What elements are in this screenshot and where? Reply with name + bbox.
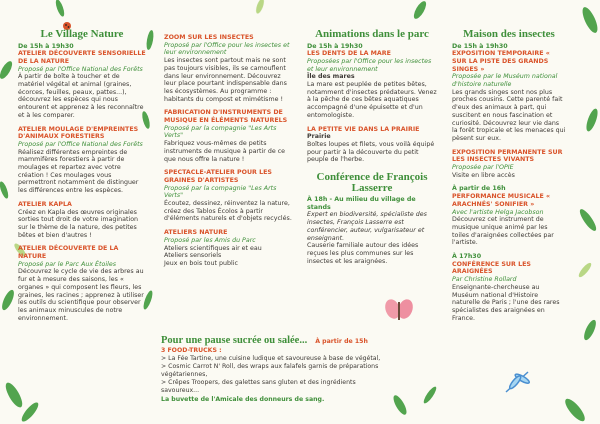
activity-description: Enseignante-chercheuse au Muséum national d'Histoire naturelle de Paris ; l'une des rares spécialistes des araignées en France. [452,283,560,322]
activity-title: LA PETITE VIE DANS LA PRAIRIE [307,125,420,133]
activity-title: SPECTACLE-ATELIER POUR LES GRAINES D'ARTISTES [164,169,272,184]
dragonfly-icon [506,372,530,392]
activity-title: PERFORMANCE MUSICALE « ARACHNÉS' SONIFIER » [452,193,551,208]
activity-title: ATELIER KAPLA [18,200,72,208]
banner-heading: Pour une pause sucrée ou salée... [161,335,308,346]
food-truck-item: > Crêpes Troopers, des galettes sans gluten et des ingrédients savoureux... [161,379,356,394]
activity-place: Île des mares [307,73,355,81]
food-banner [161,335,391,405]
time-label: De 15h à 19h30 [18,42,74,50]
activity-description: Créez en Kapla des œuvres originales sorties tout droit de votre imagination sur le thème de la nature, des petites bêtes et bien d'autres ! [18,208,139,239]
activity-title: EXPOSITION TEMPORAIRE « SUR LA PISTE DES GRANDS SINGES » [452,50,550,73]
activity-title: FABRICATION D'INSTRUMENTS DE MUSIQUE EN ÉLÉMENTS NATURELS [164,109,288,125]
activity-organizer: Par Christine Rollard [452,276,517,284]
activity-title: ATELIER DÉCOUVERTE SENSORIELLE DE LA NATURE [18,50,146,65]
column-village-nature [18,0,146,322]
banner-time: À partir de 15h [315,338,368,345]
butterfly-icon [383,297,416,321]
activity-title: ATELIERS NATURE [164,229,228,237]
activity-title: LES DENTS DE LA MARE [307,50,391,58]
activity-description: Fabriquez vous-mêmes de petits instruments de musique à partir de ce que nous offre la nature ! [164,140,286,163]
activity-description: Découvrez le cycle de vie des arbres au fur et à mesure des saisons, les « organes » qui composent les fleurs, les graines, les racines ; apprenez à utiliser les outils du scientifique pour observer les animaux minuscules de notre environnement. [18,268,144,322]
food-truck-item: > La Fée Tartine, une cuisine ludique et savoureuse à base de végétal, [161,355,381,362]
activity-organizer: Proposé par le Parc Aux Étoiles [18,260,117,268]
activity-organizer: Proposée par le Muséum national d'histoire naturelle [452,73,558,89]
activity-description: À partir de boîte à toucher et de matériel végétal et animal (graines, écorces, feuilles, peaux, pattes...), découvrez les espèces qui nous entourent et apprenez à les reconnaître et à les comparer. [18,73,144,119]
section-heading: Conférence de François Lasserre [316,171,428,194]
speaker-bio: Expert en biodiversité, spécialiste des insectes, François Lasserre est conférencier, auteur, vulgarisateur et enseignant. [307,211,427,242]
food-trucks-title: 3 FOOD-TRUCKS : [161,347,222,354]
column-park-animations [307,0,437,265]
activity-organizer: Proposé par la compagnie "Les Arts Verts" [164,184,277,200]
activity-organizer: Proposées par l'Office pour les insectes et leur environnement [307,57,432,73]
activity-description: La mare est peuplée de petites bêtes, notamment d'insectes prédateurs. Venez à la pêche de ces bêtes aquatiques accompagné d'une épuisette et d'un entomologiste. [307,81,437,119]
time-label: À 18h - Au milieu du village de stands [307,196,416,211]
column-insect-house [452,0,566,322]
activity-title: ZOOM SUR LES INSECTES [164,34,254,41]
food-truck-item: > Cosmic Carrot N' Roll, des wraps aux falafels garnis de préparations végétariennes, [161,363,379,378]
activity-organizer: Proposé par l'Office pour les insectes et leur environnement [164,41,290,57]
section-heading: Maison des insectes [463,28,555,40]
activity-description: Ateliers scientifiques air et eau Ateliers sensoriels Jeux en bois tout public [164,244,262,267]
activity-organizer: Avec l'artiste Helga Jacobson [452,208,544,216]
activity-organizer: Proposé par l'Office National des Forêts [18,140,143,148]
activity-organizer: Proposé par l'Office National des Forêts [18,65,143,73]
activity-description: Causerie familiale autour des idées reçues les plus communes sur les insectes et les araignées. [307,242,419,265]
activity-place: Prairie [307,133,331,141]
buvette-note: La buvette de l'Amicale des donneurs de sang. [161,396,325,403]
activity-title: ATELIER MOULAGE D'EMPREINTES D'ANIMAUX FORESTIERS [18,125,139,141]
activity-organizer: Proposée par l'OPIE [452,164,514,172]
time-label: De 15h à 19h30 [452,42,508,50]
activity-organizer: Proposé par les Amis du Parc [164,236,256,244]
section-heading: Le Village Nature [40,28,124,40]
section-heading: Animations dans le parc [315,28,429,40]
activity-description: Visite en libre accès [452,171,515,179]
activity-description: Réalisez différentes empreintes de mammifères forestiers à partir de moulages et repartez avec votre création ! Ces moulages vous permettront notamment de distinguer les différences entre les espèces. [18,148,139,195]
time-label: À 17h30 [452,253,482,261]
activity-description: Découvrez cet instrument de musique unique animé par les toiles d'araignées collectées par l'artiste. [452,216,554,247]
activity-title: EXPOSITION PERMANENTE SUR LES INSECTES VIVANTS [452,148,563,164]
activity-description: Les grands singes sont nos plus proches cousins. Cette parenté fait d'eux des animaux à part, qui suscitent en nous fascination et curiosité. Découvrez leur vie dans la forêt tropicale et les menaces qui pèsent sur eux. [452,88,566,142]
activity-description: Les insectes sont partout mais ne sont pas toujours visibles, ils se camouflent dans leur environnement. Découvrez leur place pourtant indispensable dans les écosystèmes. Au programme : habitants du compost et mimétisme ! [164,57,287,103]
activity-description: Boîtes loupes et filets, vous voilà équipé pour partir à la découverte du petit peuple de l'herbe. [307,140,435,164]
activity-title: CONFÉRENCE SUR LES ARAIGNÉES [452,260,531,276]
time-label: De 15h à 19h30 [307,42,363,50]
activity-description: Écoutez, dessinez, réinventez la nature, créez des Tablos Écolos à partir d'éléments naturels et d'objets recyclés. [164,200,292,223]
column-workshops [164,0,294,268]
activity-title: ATELIER DÉCOUVERTE DE LA NATURE [18,245,119,261]
time-label: À partir de 16h [452,185,506,193]
activity-organizer: Proposé par la compagnie "Les Arts Verts" [164,124,277,140]
